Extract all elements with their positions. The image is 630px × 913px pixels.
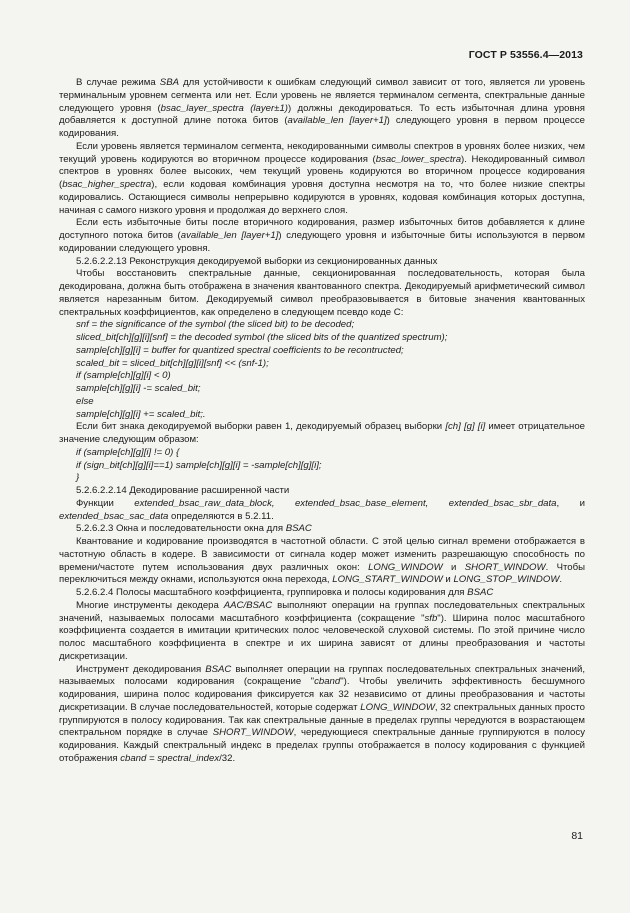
italic-term: extended_bsac_sac_data xyxy=(59,510,169,522)
italic-term: bsac_layer_spectra (layer±1) xyxy=(160,102,288,114)
code-line: if (sample[ch][g][i] < 0) xyxy=(76,370,171,382)
text-run: ). Некодированный символ спектров в уровнях более высоких, чем текущий уровень кодируются во вторичном процессе кодирования ( xyxy=(59,153,585,190)
paragraph-extended-functions xyxy=(59,498,585,524)
text-run: выполняет операции на группах последовательных спектральных значений, называемых полосами кодирования (сокращение " xyxy=(59,663,585,688)
italic-term: BSAC xyxy=(467,587,494,598)
italic-term: available_len [layer+1] xyxy=(287,115,387,127)
text-run: 5.2.6.2.4 Полосы масштабного коэффициента, группировка и полосы кодирования для xyxy=(76,587,468,598)
text-run: Функции xyxy=(76,497,135,509)
paragraph-coding-bands xyxy=(59,664,585,766)
text-run: определяются в 5.2.11. xyxy=(168,510,274,522)
text-run: ) следующего уровня и избыточные биты используются в первом кодировании следующего уровня. xyxy=(59,230,585,254)
italic-term: LONG_WINDOW xyxy=(360,701,435,713)
text-run: /32. xyxy=(219,752,236,764)
code-block-sign xyxy=(59,447,585,485)
text-run: для устойчивости к ошибкам следующий символ зависит от того, является ли уровень терминальным уровнем сегмента или нет. Если уровень не является терминалом сегмента, спектральные данные следующего уровня ( xyxy=(59,77,585,114)
italic-term: LONG_START_WINDOW xyxy=(332,574,443,586)
section-heading-5-2-6-2-3 xyxy=(59,523,585,536)
code-block-reconstruction xyxy=(59,319,585,421)
text-run: и xyxy=(442,561,465,573)
code-line: if (sample[ch][g][i] != 0) { xyxy=(76,446,180,458)
text-run: "). Ширина полос масштабного коэффициента создается в имитации критических полос человеческой слуховой системы. По этой причине число полос масштабного коэффициента в спектре и их ширина зависят от длины преобразования и частоты дискретизации. xyxy=(59,612,586,662)
italic-term: SHORT_WINDOW xyxy=(464,561,546,573)
text-run: , 32 спектральных данных просто группируются в полосу кодирования. Так как спектральные данные в пределах группы чередуются в возрастающем спектральном порядке в случае xyxy=(59,701,585,739)
code-line: if (sign_bit[ch][g][i]==1) sample[ch][g][i] = -sample[ch][g][i]; xyxy=(76,459,322,471)
paragraph-windows xyxy=(59,536,585,587)
paragraph-reconstruction xyxy=(59,268,585,319)
text-run: Если есть избыточные биты после вторичного кодирования, размер избыточных битов добавляется к длине доступного потока битов ( xyxy=(59,217,585,241)
code-line: else xyxy=(76,395,94,407)
section-heading-5-2-6-2-4 xyxy=(59,587,585,600)
text-run: "). Чтобы увеличить эффективность бесшумного кодирования, ширина полос кодирования фиксируется как 32 независимо от длины преобразования и частоты дискретизации. В случае последовательностей, которые содержат xyxy=(59,676,585,713)
italic-term: BSAC xyxy=(285,523,312,535)
paragraph-sba-mode xyxy=(59,77,585,141)
italic-term: extended_bsac_raw_data_block, extended_bsac_base_element, extended_bsac_sbr_data xyxy=(134,497,557,509)
code-line: sample[ch][g][i] += scaled_bit;. xyxy=(76,408,206,420)
page-header-doc-id: ГОСТ Р 53556.4—2013 xyxy=(468,49,583,61)
code-line: sample[ch][g][i] = buffer for quantized spectral coefficients to be recontructed; xyxy=(76,344,404,356)
text-run: , чередующиеся спектральные данные группируются в полосу кодирования. Каждый спектральный индекс в пределах группы отображается в полосу кодирования с функцией отображения xyxy=(59,727,585,764)
text-run: Инструмент декодирования xyxy=(76,663,206,675)
text-run: ), если кодовая комбинация уровня доступна несмотря на то, что более низкие спектры кодировались. Остающиеся символы непрерывно кодируются в уровнях, кодовая комбинация которых доступна, начиная с самого низкого уровня и продолжая до верхнего слоя. xyxy=(59,179,585,216)
text-run: . Чтобы переключиться между окнами, используются окна перехода, xyxy=(59,561,585,586)
text-run: Чтобы восстановить спектральные данные, секционированная последовательность, которая была декодирована, должна быть отображена в значения квантованного спектра. Декодируемый арифметический символ является нарезанным битом. Декодируемый символ преобразовывается в битовые значения квантованных спектральных коэффициентов, как определено в следующем псевдо коде С: xyxy=(59,268,585,318)
text-run: ) должны декодироваться. То есть избыточная длина уровня добавляется к доступной длине потока битов ( xyxy=(59,102,585,127)
code-line: sliced_bit[ch][g][i][snf] = the decoded symbol (the sliced bits of the quantized spectrum); xyxy=(76,332,448,343)
text-run: . xyxy=(559,574,563,586)
italic-term: bsac_higher_spectra xyxy=(62,179,152,190)
italic-term: sfb xyxy=(424,612,438,624)
text-run: Если уровень является терминалом сегмента, некодированными символы спектров в уровнях более низких, чем текущий уровень кодируются во вторичном процессе кодирования ( xyxy=(59,140,585,165)
code-line: scaled_bit = sliced_bit[ch][g][i][snf] << (snf-1); xyxy=(76,357,269,369)
paragraph-sign-bit xyxy=(59,421,585,447)
italic-term: AAC/BSAC xyxy=(223,599,273,611)
text-run: В случае режима xyxy=(76,77,160,88)
section-heading-5-2-6-2-2-13: 5.2.6.2.2.13 Реконструкция декодируемой выборки из секционированных данных xyxy=(76,255,438,267)
italic-term: BSAC xyxy=(205,663,232,675)
italic-term: LONG_WINDOW xyxy=(368,561,443,573)
text-run: Квантование и кодирование производятся в частотной области. С этой целью сигнал времени отображается в частотную область в кодере. В зависимости от сигнала кодер может изменить разрешающую способность по времени/частоте путем использования двух различных окон: xyxy=(59,536,585,573)
text-run: Многие инструменты декодера xyxy=(76,599,224,611)
page-number: 81 xyxy=(571,830,583,842)
code-line: } xyxy=(76,472,80,484)
italic-term: LONG_STOP_WINDOW xyxy=(453,574,560,586)
italic-term: available_len [layer+1] xyxy=(180,230,279,241)
italic-term: cband = spectral_index xyxy=(120,752,220,764)
text-run: и xyxy=(442,574,454,586)
italic-term: bsac_lower_spectra xyxy=(375,153,462,165)
text-run: выполняют операции на группах последовательных спектральных значений, называемых полосами масштабного коэффициента (сокращение " xyxy=(59,599,585,624)
text-run: Если бит знака декодируемой выборки равен 1, декодируемый образец выборки xyxy=(76,421,446,433)
paragraph-terminal-segment xyxy=(59,141,585,218)
text-run: имеет отрицательное значение следующим образом: xyxy=(59,421,585,445)
code-line: snf = the significance of the symbol (the sliced bit) to be decoded; xyxy=(76,319,355,331)
italic-term: SHORT_WINDOW xyxy=(212,727,294,739)
text-run: , и xyxy=(556,497,585,509)
italic-term: cband xyxy=(314,676,341,688)
text-run: 5.2.6.2.3 Окна и последовательности окна для xyxy=(76,523,286,535)
page-body xyxy=(59,77,585,766)
section-heading-5-2-6-2-2-14: 5.2.6.2.2.14 Декодирование расширенной части xyxy=(76,485,290,496)
code-line: sample[ch][g][i] -= scaled_bit; xyxy=(76,383,201,394)
italic-term: [ch] [g] [i] xyxy=(445,421,486,433)
text-run: ) следующего уровня в первом процессе кодирования. xyxy=(59,115,586,139)
italic-term: SBA xyxy=(159,77,179,88)
paragraph-scale-factor-bands xyxy=(59,600,585,664)
paragraph-redundant-bits xyxy=(59,217,585,255)
